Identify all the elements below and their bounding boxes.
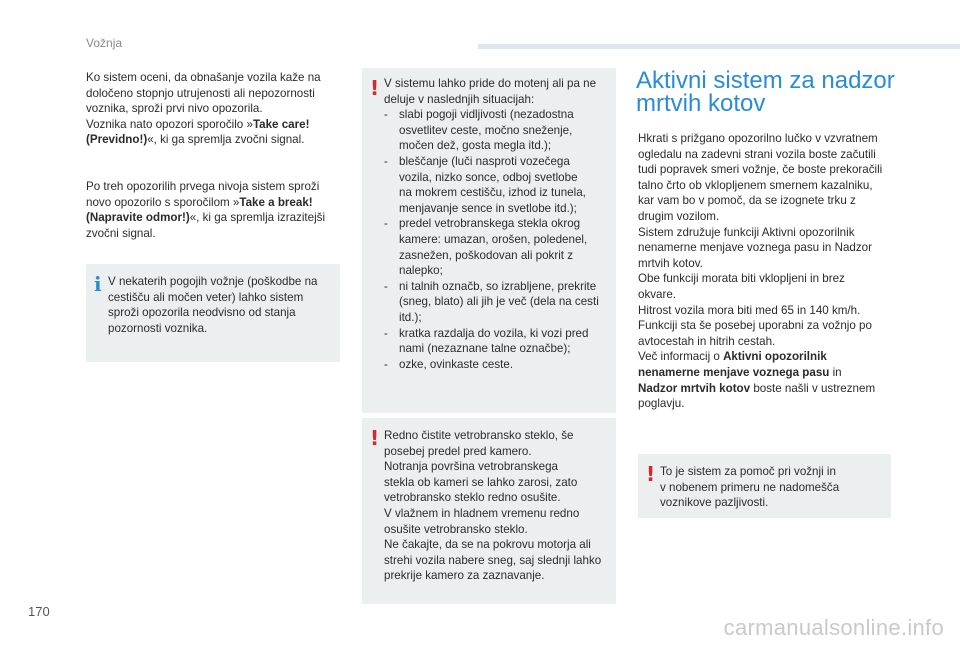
list-item: - ni talnih označb, so izrabljene, prekrite (sneg, blato) ali jih je več (dela na cesti itd.); [384,279,612,326]
list-item: - ozke, ovinkaste ceste. [384,357,612,373]
warning-icon: ! [370,76,380,100]
warning-icon: ! [646,462,656,486]
paragraph-fatigue-first: Ko sistem oceni, da obnašanje vozila kaže na določeno stopnjo utrujenosti ali nepozornosti voznika, sproži prvi nivo opozorila. Voznika nato opozori sporočilo »Take care! (Previdno!)«, ki ga spremlja zvočni signal. [86,71,321,147]
warning-box-conditions: ! V sistemu lahko pride do motenj ali pa ne deluje v naslednjih situacijah: - slabi pogoji vidljivosti (nezadostna osvetlitev ceste, močno sneženje, močen dež, gosta megla itd.); - bleščanje (luči nasproti vozečega vozila, nizko sonce, odboj svetlobe na mokrem cestišču, izhod iz tunela, menjavanje sence in svetlobe itd.); - predel vetrobranskega stekla okrog kamere: umazan, orošen, poledenel, zasnežen, poškodovan ali pokrit z nalepko; - ni talnih označb, so izrabljene, prekrite (sneg, blato) ali jih je več (dela na cesti itd.); - kratka razdalja do vozila, ki vozi pred nami (nezaznane talne označbe); - ozke, ovinkaste ceste. [362,68,616,413]
paragraph-blind-spot: Hkrati s prižgano opozorilno lučko v vzvratnem ogledalu na zadevni strani vozila boste začutili tudi popravek smeri vožnje, če boste prekoračili talno črto ob vklopljenem smernem kazalniku, kar vam bo v pomoč, da se izognete trku z drugim vozilom. Sistem združuje funkciji Aktivni opozorilnik nenamerne menjave voznega pasu in Nadzor mrtvih kotov. Obe funkciji morata biti vklopljeni in brez okvare. Hitrost vozila mora biti med 65 in 140 km/h. Funkciji sta še posebej uporabni za vožnjo po avtocestah in hitrih cestah. Več informacij o Aktivni opozorilnik nenamerne menjave voznega pasu in Nadzor mrtvih kotov boste našli v ustreznem poglavju. [638,132,883,411]
watermark: carmanualsonline.info [723,615,944,640]
section-title: Aktivni sistem za nadzor mrtvih kotov [636,67,895,117]
section-header: Vožnja [86,36,123,50]
list-item: - predel vetrobranskega stekla okrog kamere: umazan, orošen, poledenel, zasnežen, poškodovan ali pokrit z nalepko; [384,216,612,278]
list-item: - kratka razdalja do vozila, ki vozi pred nami (nezaznane talne označbe); [384,326,612,357]
column-left [86,70,346,241]
warning-box-cleaning: ! Redno čistite vetrobransko steklo, še posebej predel pred kamero. Notranja površina vetrobranskega stekla ob kameri se lahko zarosi, zato vetrobransko steklo redno osušite. V vlažnem in hladnem vremenu redno osušite vetrobransko steklo. Ne čakajte, da se na pokrovu motorja ali strehi vozila nabere sneg, saj slednji lahko prekrije kamero za zaznavanje. [362,418,616,604]
warning-icon: ! [370,426,380,450]
conditions-list [384,107,612,372]
column-right [638,131,900,412]
list-item: - bleščanje (luči nasproti vozečega vozila, nizko sonce, odboj svetlobe na mokrem cestišču, izhod iz tunela, menjavanje sence in svetlobe itd.); [384,154,612,216]
paragraph-fatigue-second: Po treh opozorilih prvega nivoja sistem sproži novo opozorilo s sporočilom »Take a break! (Napravite odmor!)«, ki ga spremlja izrazitejši zvočni signal. [86,179,326,240]
header-bar [478,44,960,49]
page-number: 170 [28,604,50,619]
warning-box-assist: ! To je sistem za pomoč pri vožnji in v nobenem primeru ne nadomešča voznikove pazljivosti. [638,454,891,518]
info-box: i V nekaterih pogojih vožnje (poškodbe na cestišču ali močen veter) lahko sistem sproži opozorila neodvisno od stanja pozornosti voznika. [86,264,340,362]
info-icon: i [94,272,102,296]
list-item: - slabi pogoji vidljivosti (nezadostna osvetlitev ceste, močno sneženje, močen dež, gosta megla itd.); [384,107,612,154]
